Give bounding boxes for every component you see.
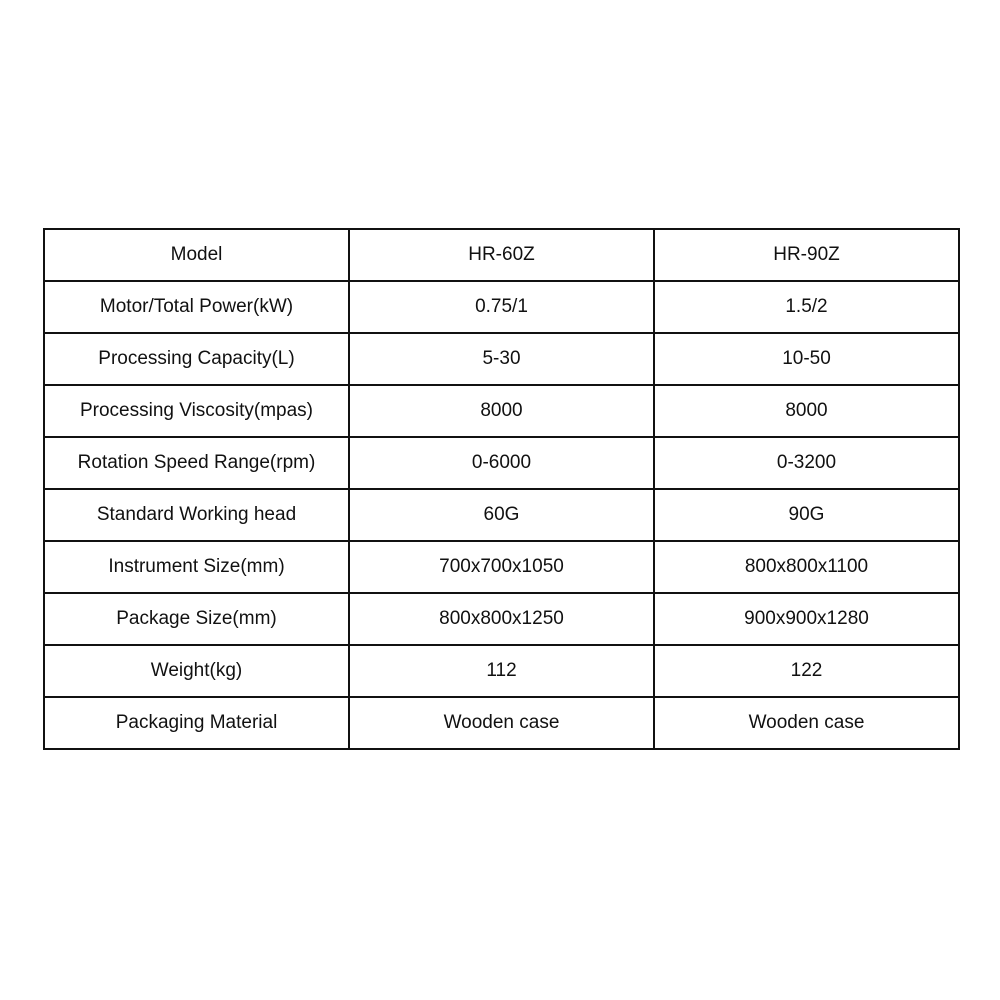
hr-60z-cell: 112 bbox=[349, 645, 654, 697]
row-label: Package Size(mm) bbox=[44, 593, 349, 645]
hr-60z-cell: 60G bbox=[349, 489, 654, 541]
hr-90z-cell: HR-90Z bbox=[654, 229, 959, 281]
hr-60z-cell: 0.75/1 bbox=[349, 281, 654, 333]
row-label: Processing Viscosity(mpas) bbox=[44, 385, 349, 437]
table-row-speed bbox=[44, 437, 959, 489]
table-row-power bbox=[44, 281, 959, 333]
hr-60z-cell: 700x700x1050 bbox=[349, 541, 654, 593]
row-label: Model bbox=[44, 229, 349, 281]
hr-90z-cell: 900x900x1280 bbox=[654, 593, 959, 645]
hr-60z-cell: 8000 bbox=[349, 385, 654, 437]
table-row-working-head bbox=[44, 489, 959, 541]
hr-60z-cell: 800x800x1250 bbox=[349, 593, 654, 645]
row-label: Motor/Total Power(kW) bbox=[44, 281, 349, 333]
row-label: Weight(kg) bbox=[44, 645, 349, 697]
table-row-weight bbox=[44, 645, 959, 697]
row-label: Processing Capacity(L) bbox=[44, 333, 349, 385]
hr-60z-cell: 0-6000 bbox=[349, 437, 654, 489]
hr-90z-cell: 90G bbox=[654, 489, 959, 541]
row-label: Instrument Size(mm) bbox=[44, 541, 349, 593]
hr-60z-cell: HR-60Z bbox=[349, 229, 654, 281]
table-row-capacity bbox=[44, 333, 959, 385]
row-label: Rotation Speed Range(rpm) bbox=[44, 437, 349, 489]
table-row-viscosity bbox=[44, 385, 959, 437]
hr-90z-cell: 1.5/2 bbox=[654, 281, 959, 333]
row-label: Standard Working head bbox=[44, 489, 349, 541]
hr-90z-cell: 122 bbox=[654, 645, 959, 697]
spec-table bbox=[43, 228, 960, 750]
spec-table-body bbox=[44, 229, 959, 749]
hr-60z-cell: 5-30 bbox=[349, 333, 654, 385]
table-row-packaging-material bbox=[44, 697, 959, 749]
hr-60z-cell: Wooden case bbox=[349, 697, 654, 749]
hr-90z-cell: Wooden case bbox=[654, 697, 959, 749]
table-row-instrument-size bbox=[44, 541, 959, 593]
row-label: Packaging Material bbox=[44, 697, 349, 749]
hr-90z-cell: 10-50 bbox=[654, 333, 959, 385]
table-row-package-size bbox=[44, 593, 959, 645]
hr-90z-cell: 8000 bbox=[654, 385, 959, 437]
hr-90z-cell: 0-3200 bbox=[654, 437, 959, 489]
table-row-model bbox=[44, 229, 959, 281]
hr-90z-cell: 800x800x1100 bbox=[654, 541, 959, 593]
